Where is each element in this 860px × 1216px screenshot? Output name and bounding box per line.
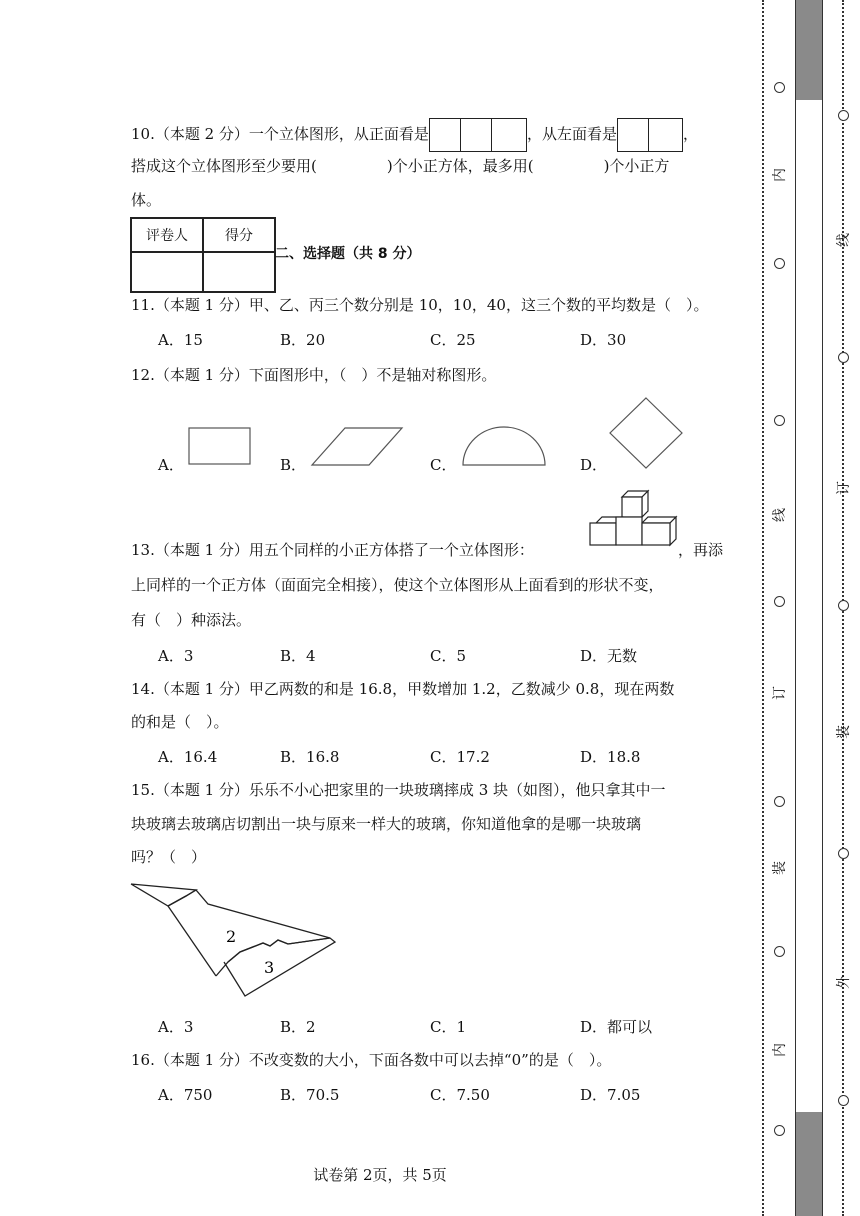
binding-hole <box>838 110 849 121</box>
binding-label: 订 <box>772 686 788 700</box>
question-15-line1: 15.（本题 1 分）乐乐不小心把家里的一块玻璃摔成 3 块（如图），他只拿其中一 <box>131 781 666 799</box>
q16-option-d[interactable]: D．7.05 <box>580 1086 641 1104</box>
q14-option-a[interactable]: A．16.4 <box>158 748 218 766</box>
binding-label: 装 <box>772 861 788 875</box>
q16-option-c[interactable]: C．7.50 <box>430 1086 490 1104</box>
piece-3-label: 3 <box>264 958 275 977</box>
q13-option-d[interactable]: D．无数 <box>580 647 638 665</box>
grader-header: 评卷人 <box>131 218 203 252</box>
question-15-line2: 块玻璃去玻璃店切割出一块与原来一样大的玻璃，你知道他拿的是哪一块玻璃 <box>131 815 642 833</box>
q12-shapes <box>180 395 690 475</box>
binding-label: 线 <box>772 508 788 522</box>
q13-cube-figure <box>588 487 684 557</box>
q12-option-a[interactable]: A． <box>158 456 184 474</box>
score-cell[interactable] <box>203 252 275 292</box>
binding-label: 内 <box>772 168 788 182</box>
rectangle-shape <box>189 428 250 464</box>
grader-cell[interactable] <box>131 252 203 292</box>
binding-hole <box>774 796 785 807</box>
binding-label: 内 <box>772 1043 788 1057</box>
question-13-line3: 有（ ）种添法。 <box>131 611 252 629</box>
score-table <box>130 217 276 293</box>
q14-option-c[interactable]: C．17.2 <box>430 748 490 766</box>
piece-2-label: 2 <box>226 927 237 946</box>
diamond-shape <box>610 398 682 468</box>
section-title: 二、选择题（共 8 分） <box>275 246 421 262</box>
binding-label: 装 <box>836 725 852 739</box>
binding-label: 外 <box>836 975 852 989</box>
binding-hole <box>774 415 785 426</box>
question-11: 11.（本题 1 分）甲、乙、丙三个数分别是 10，10，40，这三个数的平均数是（ ）。 <box>131 296 709 314</box>
left-view-figure <box>617 118 683 152</box>
q11-option-d[interactable]: D．30 <box>580 331 627 349</box>
binding-strip <box>795 0 823 1216</box>
binding-label: 订 <box>836 481 852 495</box>
question-10-line1: 10.（本题 2 分）一个立体图形，从正面看是 ，从左面看是 ， <box>131 118 731 152</box>
page-footer: 试卷第 2页，共 5页 <box>313 1166 447 1184</box>
binding-hole <box>838 848 849 859</box>
question-13-line1-end: ，再添 <box>678 541 724 559</box>
binding-hole <box>774 596 785 607</box>
semicircle-shape <box>463 427 545 465</box>
q14-option-d[interactable]: D．18.8 <box>580 748 641 766</box>
q15-option-b[interactable]: B．2 <box>280 1018 316 1036</box>
q12-option-d[interactable]: D． <box>580 456 608 474</box>
question-10-line2: 搭成这个立体图形至少要用( )个小正方体，最多用( )个小正方 <box>131 157 670 175</box>
q16-option-b[interactable]: B．70.5 <box>280 1086 340 1104</box>
q11-option-c[interactable]: C．25 <box>430 331 476 349</box>
question-10-line3: 体。 <box>131 191 162 209</box>
question-15-line3: 吗？（ ） <box>131 848 207 866</box>
question-14-line2: 的和是（ ）。 <box>131 713 229 731</box>
q14-option-b[interactable]: B．16.8 <box>280 748 340 766</box>
q15-broken-glass-figure <box>128 880 338 1000</box>
question-16: 16.（本题 1 分）不改变数的大小，下面各数中可以去掉“0”的是（ ）。 <box>131 1051 612 1069</box>
score-header: 得分 <box>203 218 275 252</box>
binding-hole <box>774 258 785 269</box>
binding-hole <box>774 1125 785 1136</box>
q15-option-d[interactable]: D．都可以 <box>580 1018 653 1036</box>
binding-hole <box>838 1095 849 1106</box>
question-13-line1: 13.（本题 1 分）用五个同样的小正方体搭了一个立体图形： <box>131 541 534 559</box>
q15-option-c[interactable]: C．1 <box>430 1018 467 1036</box>
binding-hole <box>838 352 849 363</box>
binding-strip-top-shade <box>796 0 822 100</box>
q11-option-b[interactable]: B．20 <box>280 331 326 349</box>
binding-hole <box>838 600 849 611</box>
q12-option-c[interactable]: C． <box>430 456 457 474</box>
parallelogram-shape <box>312 428 402 465</box>
q15-option-a[interactable]: A．3 <box>158 1018 194 1036</box>
inner-dotted-line <box>762 0 764 1216</box>
question-13-line2: 上同样的一个正方体（面面完全相接），使这个立体图形从上面看到的形状不变， <box>131 576 664 594</box>
binding-hole <box>774 946 785 957</box>
q12-option-b[interactable]: B． <box>280 456 307 474</box>
binding-hole <box>774 82 785 93</box>
question-12: 12.（本题 1 分）下面图形中，（ ）不是轴对称图形。 <box>131 366 497 384</box>
binding-strip-bottom-shade <box>796 1112 822 1216</box>
q13-option-b[interactable]: B．4 <box>280 647 316 665</box>
question-14-line1: 14.（本题 1 分）甲乙两数的和是 16.8，甲数增加 1.2，乙数减少 0.8，现在两数 <box>131 680 675 698</box>
front-view-figure <box>429 118 527 152</box>
q11-option-a[interactable]: A．15 <box>158 331 203 349</box>
q13-option-a[interactable]: A．3 <box>158 647 194 665</box>
binding-label: 线 <box>836 233 852 247</box>
q13-option-c[interactable]: C．5 <box>430 647 467 665</box>
q16-option-a[interactable]: A．750 <box>158 1086 213 1104</box>
